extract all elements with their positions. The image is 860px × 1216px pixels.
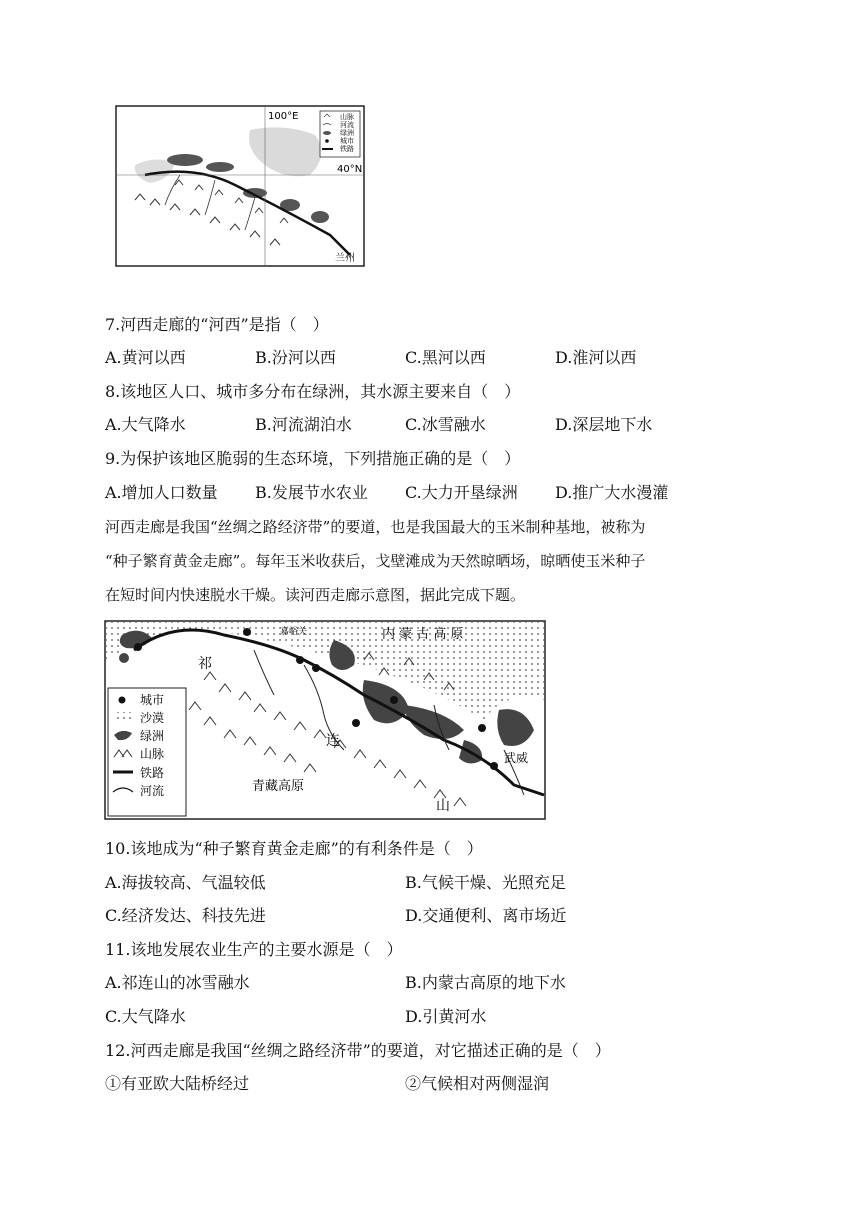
q12-statement-2: ②气候相对两侧湿润 <box>405 1074 550 1093</box>
map1-legend-city: 城市 <box>340 137 354 145</box>
question-11-stem: 11.该地发展农业生产的主要水源是（ ） <box>105 940 403 959</box>
qilian-label-3: 山 <box>436 798 450 814</box>
map2-legend-city: 城市 <box>140 693 165 707</box>
q10-option-b[interactable]: B.气候干燥、光照充足 <box>405 873 566 892</box>
q11-option-b[interactable]: B.内蒙古高原的地下水 <box>405 973 566 992</box>
latitude-label: 40°N <box>337 164 363 175</box>
q7-option-b[interactable]: B.汾河以西 <box>255 348 336 367</box>
longitude-label: 100°E <box>268 111 299 122</box>
q11-option-d[interactable]: D.引黄河水 <box>405 1007 487 1026</box>
map2-legend-mountain: 山脉 <box>140 747 165 761</box>
map2-legend-railway: 铁路 <box>140 766 165 780</box>
passage-line-2: “种子繁育黄金走廊”。每年玉米收获后，戈壁滩成为天然晾晒场，晾晒使玉米种子 <box>105 552 646 570</box>
q8-option-a[interactable]: A.大气降水 <box>105 415 186 434</box>
q8-option-b[interactable]: B.河流湖泊水 <box>255 415 352 434</box>
q8-option-d[interactable]: D.深层地下水 <box>555 415 653 434</box>
hexi-corridor-map <box>104 620 546 850</box>
passage-line-3: 在短时间内快速脱水干燥。读河西走廊示意图，据此完成下题。 <box>105 586 526 604</box>
question-8-stem: 8.该地区人口、城市多分布在绿洲，其水源主要来自（ ） <box>105 382 521 401</box>
jiayuguan-label: 嘉峪关 <box>280 627 308 637</box>
q10-option-d[interactable]: D.交通便利、离市场近 <box>405 906 567 925</box>
map1-legend-mountain: 山脉 <box>340 113 354 121</box>
q8-option-c[interactable]: C.冰雪融水 <box>405 415 486 434</box>
question-12-stem: 12.河西走廊是我国“丝绸之路经济带”的要道，对它描述正确的是（ ） <box>105 1041 611 1060</box>
qinghai-tibet-plateau-label: 青藏高原 <box>252 779 305 794</box>
map2-legend-desert: 沙漠 <box>140 711 165 725</box>
lanzhou-label: 兰州 <box>335 253 355 264</box>
question-9-stem: 9.为保护该地区脆弱的生态环境，下列措施正确的是（ ） <box>105 449 521 468</box>
q9-option-d[interactable]: D.推广大水漫灌 <box>555 483 669 502</box>
qilian-label-2: 连 <box>326 733 340 749</box>
map1-legend-oasis: 绿洲 <box>340 129 354 137</box>
q7-option-c[interactable]: C.黑河以西 <box>405 348 486 367</box>
q10-option-c[interactable]: C.经济发达、科技先进 <box>105 906 266 925</box>
q11-option-a[interactable]: A.祁连山的冰雪融水 <box>105 973 250 992</box>
map1-legend-railway: 铁路 <box>340 145 354 153</box>
corridor-overview-map <box>115 105 365 267</box>
q7-option-a[interactable]: A.黄河以西 <box>105 348 186 367</box>
q9-option-b[interactable]: B.发展节水农业 <box>255 483 368 502</box>
map1-legend-river: 河流 <box>340 121 354 129</box>
inner-mongolia-plateau-label: 内 蒙 古 高 原 <box>382 627 464 642</box>
q12-statement-1: ①有亚欧大陆桥经过 <box>105 1074 250 1093</box>
map2-legend-oasis: 绿洲 <box>140 729 165 743</box>
map2-legend-river: 河流 <box>140 784 165 798</box>
q9-option-c[interactable]: C.大力开垦绿洲 <box>405 483 518 502</box>
wuwei-label: 武威 <box>504 751 529 765</box>
passage-line-1: 河西走廊是我国“丝绸之路经济带”的要道，也是我国最大的玉米制种基地，被称为 <box>105 518 646 536</box>
q11-option-c[interactable]: C.大气降水 <box>105 1007 186 1026</box>
question-10-stem: 10.该地成为“种子繁育黄金走廊”的有利条件是（ ） <box>105 839 483 858</box>
q7-option-d[interactable]: D.淮河以西 <box>555 348 637 367</box>
question-7-stem: 7.河西走廊的“河西”是指（ ） <box>105 315 329 334</box>
qilian-label-1: 祁 <box>198 656 212 672</box>
q9-option-a[interactable]: A.增加人口数量 <box>105 483 218 502</box>
q10-option-a[interactable]: A.海拔较高、气温较低 <box>105 873 266 892</box>
